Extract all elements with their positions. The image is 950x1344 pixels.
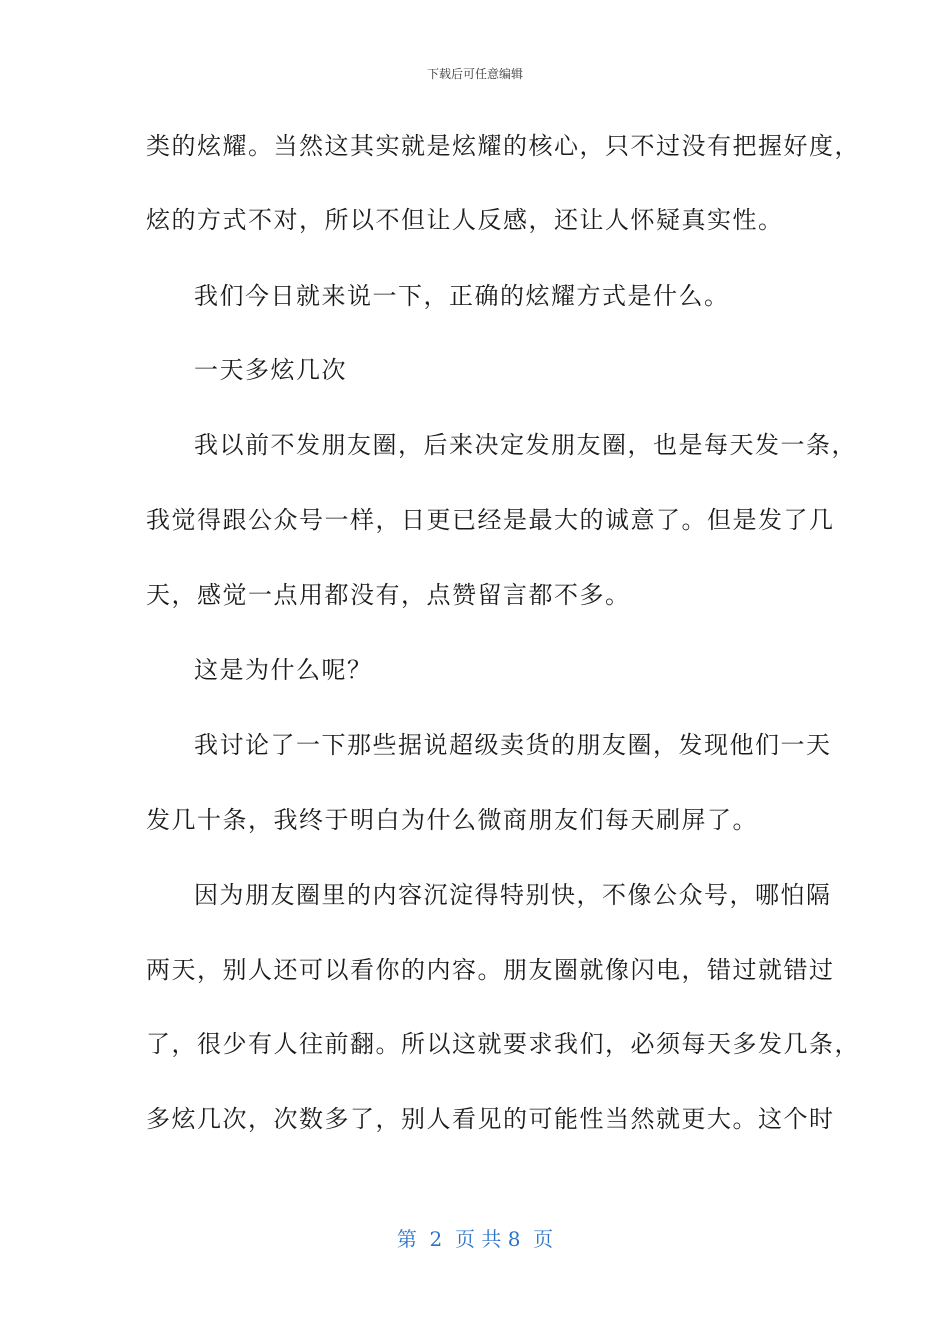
body-line: 发几十条，我终于明白为什么微商朋友们每天刷屏了。 — [146, 806, 758, 834]
body-line: 炫的方式不对，所以不但让人反感，还让人怀疑真实性。 — [146, 206, 784, 234]
page-header: 下载后可任意编辑 — [426, 67, 523, 81]
body-line: 类的炫耀。当然这其实就是炫耀的核心，只不过没有把握好度， — [146, 132, 860, 160]
page-number: 第 2 页 共 8 页 — [396, 1227, 554, 1251]
body-line: 两天，别人还可以看你的内容。朋友圈就像闪电，错过就错过 — [146, 956, 835, 984]
body-line: 我以前不发朋友圈，后来决定发朋友圈，也是每天发一条， — [194, 431, 857, 459]
section-heading: 一天多炫几次 — [194, 356, 347, 384]
body-line: 我讨论了一下那些据说超级卖货的朋友圈，发现他们一天 — [194, 731, 832, 759]
body-line: 我们今日就来说一下，正确的炫耀方式是什么。 — [194, 282, 730, 310]
body-line: 了，很少有人往前翻。所以这就要求我们，必须每天多发几条， — [146, 1030, 860, 1058]
body-line: 多炫几次，次数多了，别人看见的可能性当然就更大。这个时 — [146, 1105, 835, 1133]
body-line: 我觉得跟公众号一样，日更已经是最大的诚意了。但是发了几 — [146, 506, 835, 534]
body-line: 这是为什么呢？ — [194, 656, 373, 684]
body-line: 天，感觉一点用都没有，点赞留言都不多。 — [146, 581, 631, 609]
body-line: 因为朋友圈里的内容沉淀得特别快，不像公众号，哪怕隔 — [194, 881, 832, 909]
